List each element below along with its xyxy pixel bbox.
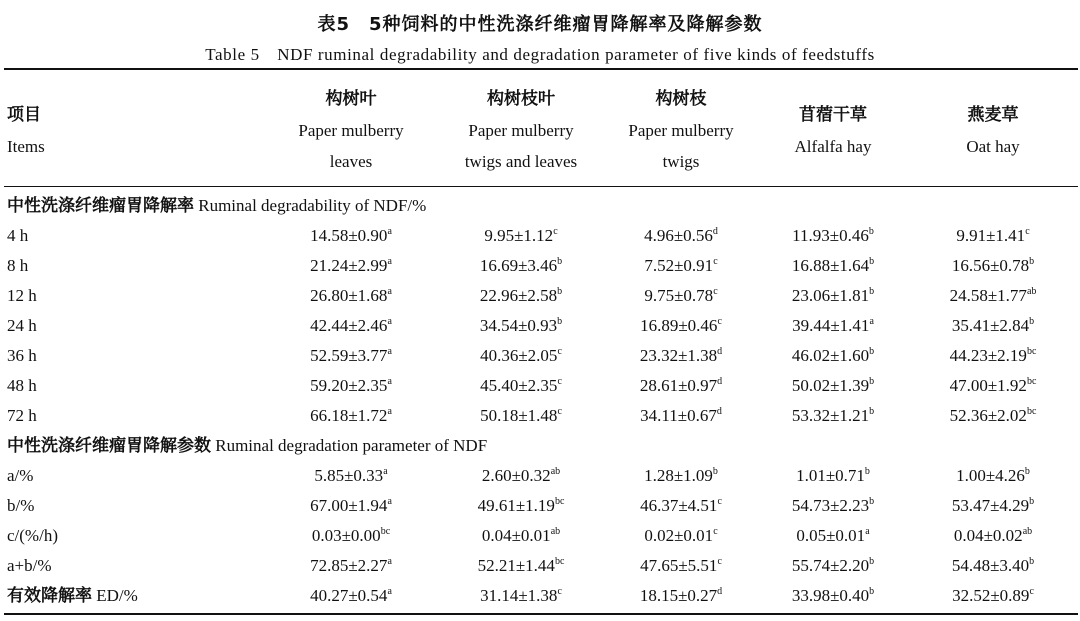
cell-value: 24.58±1.77 bbox=[949, 286, 1027, 305]
cell-superscript: a bbox=[387, 376, 392, 387]
cell-value: 67.00±1.94 bbox=[310, 496, 388, 515]
cell-value: 16.56±0.78 bbox=[951, 256, 1030, 275]
cell-superscript: b bbox=[1029, 316, 1035, 327]
header-col-1-en2: leaves bbox=[329, 152, 373, 171]
table-cell bbox=[446, 281, 596, 311]
cell-value: 9.91±1.41 bbox=[956, 226, 1026, 245]
cell-superscript: d bbox=[717, 586, 723, 597]
table-cell bbox=[918, 581, 1068, 611]
cell-superscript: c bbox=[717, 556, 722, 567]
header-col-2-cn: 构树枝叶 bbox=[487, 89, 555, 109]
cell-value: 1.28±1.09 bbox=[644, 466, 713, 485]
cell-value: 4.96±0.56 bbox=[644, 226, 713, 245]
cell-value: 9.95±1.12 bbox=[484, 226, 554, 245]
cell-value: 45.40±2.35 bbox=[480, 376, 558, 395]
cell-superscript: b bbox=[869, 496, 875, 507]
cell-superscript: c bbox=[1025, 226, 1030, 237]
header-col-2-en2: twigs and leaves bbox=[464, 152, 578, 171]
table-cell bbox=[918, 401, 1068, 431]
cell-value: 16.88±1.64 bbox=[791, 256, 870, 275]
header-items bbox=[7, 100, 45, 162]
cell-superscript: c bbox=[713, 286, 718, 297]
cell-value: 9.75±0.78 bbox=[644, 286, 714, 305]
table-cell bbox=[606, 281, 756, 311]
cell-value: 53.32±1.21 bbox=[791, 406, 870, 425]
cell-value: 23.32±1.38 bbox=[639, 346, 718, 365]
cell-superscript: bc bbox=[1026, 376, 1037, 387]
table-cell bbox=[758, 401, 908, 431]
cell-superscript: b bbox=[557, 316, 563, 327]
header-col-1 bbox=[276, 84, 426, 177]
row-label: b/% bbox=[7, 496, 35, 515]
table-cell bbox=[606, 341, 756, 371]
cell-superscript: b bbox=[557, 256, 563, 267]
row-label: 4 h bbox=[7, 226, 29, 245]
table-cell bbox=[276, 491, 426, 521]
table-cell bbox=[918, 311, 1068, 341]
cell-value: 46.02±1.60 bbox=[791, 346, 870, 365]
cell-superscript: c bbox=[557, 586, 562, 597]
table-cell bbox=[758, 521, 908, 551]
cell-superscript: b bbox=[869, 256, 875, 267]
cell-value: 44.23±2.19 bbox=[949, 346, 1027, 365]
table-cell bbox=[606, 221, 756, 251]
header-col-3-en1: Paper mulberry bbox=[628, 121, 734, 140]
cell-value: 50.18±1.48 bbox=[480, 406, 558, 425]
table-row bbox=[0, 311, 1080, 341]
cell-superscript: a bbox=[865, 526, 870, 537]
table-cell bbox=[758, 461, 908, 491]
ed-row-label-cn: 有效降解率 bbox=[7, 586, 92, 606]
table-cell bbox=[446, 521, 596, 551]
table-row bbox=[0, 341, 1080, 371]
section-parameters bbox=[7, 431, 487, 461]
table-title-en: Table 5 NDF ruminal degradability and degradation parameter of five kinds of feedstuffs bbox=[205, 45, 875, 64]
table-cell bbox=[606, 311, 756, 341]
cell-superscript: c bbox=[557, 346, 562, 357]
cell-value: 0.02±0.01 bbox=[644, 526, 714, 545]
row-label: 36 h bbox=[7, 346, 37, 365]
table-cell bbox=[918, 251, 1068, 281]
table-cell bbox=[276, 371, 426, 401]
table-cell bbox=[918, 551, 1068, 581]
section-degradability-en: Ruminal degradability of NDF/% bbox=[198, 196, 427, 215]
table-cell bbox=[446, 311, 596, 341]
cell-value: 28.61±0.97 bbox=[639, 376, 718, 395]
cell-superscript: b bbox=[1029, 256, 1035, 267]
table-cell bbox=[758, 281, 908, 311]
cell-value: 7.52±0.91 bbox=[644, 256, 714, 275]
row-label: 24 h bbox=[7, 316, 37, 335]
cell-superscript: a bbox=[387, 406, 392, 417]
cell-superscript: b bbox=[557, 286, 563, 297]
table-cell bbox=[606, 251, 756, 281]
cell-superscript: b bbox=[1029, 496, 1035, 507]
table-row bbox=[0, 371, 1080, 401]
table-cell bbox=[758, 341, 908, 371]
header-col-2-en1: Paper mulberry bbox=[468, 121, 574, 140]
cell-superscript: ab bbox=[1022, 526, 1033, 537]
cell-value: 34.54±0.93 bbox=[479, 316, 558, 335]
cell-superscript: b bbox=[869, 286, 875, 297]
row-label: a+b/% bbox=[7, 556, 52, 575]
cell-value: 21.24±2.99 bbox=[310, 256, 388, 275]
cell-value: 18.15±0.27 bbox=[639, 586, 718, 605]
cell-superscript: bc bbox=[554, 556, 565, 567]
section-degradability-cn: 中性洗涤纤维瘤胃降解率 bbox=[7, 196, 194, 216]
cell-superscript: c bbox=[717, 496, 722, 507]
table-cell bbox=[446, 581, 596, 611]
cell-value: 1.01±0.71 bbox=[796, 466, 865, 485]
cell-value: 54.73±2.23 bbox=[791, 496, 870, 515]
table-row bbox=[0, 251, 1080, 281]
table-cell bbox=[606, 551, 756, 581]
cell-superscript: b bbox=[1024, 466, 1030, 477]
table-cell bbox=[758, 581, 908, 611]
cell-value: 52.59±3.77 bbox=[310, 346, 388, 365]
cell-superscript: bc bbox=[1026, 406, 1037, 417]
cell-value: 53.47±4.29 bbox=[951, 496, 1030, 515]
header-col-1-cn: 构树叶 bbox=[325, 89, 377, 109]
header-col-5 bbox=[918, 100, 1068, 162]
cell-superscript: a bbox=[387, 496, 392, 507]
cell-value: 54.48±3.40 bbox=[951, 556, 1030, 575]
cell-value: 50.02±1.39 bbox=[791, 376, 870, 395]
cell-value: 0.04±0.01 bbox=[481, 526, 551, 545]
cell-value: 42.44±2.46 bbox=[310, 316, 388, 335]
cell-superscript: a bbox=[383, 466, 388, 477]
cell-superscript: d bbox=[712, 226, 718, 237]
cell-superscript: b bbox=[864, 466, 870, 477]
table-cell bbox=[276, 461, 426, 491]
cell-superscript: ab bbox=[550, 466, 561, 477]
cell-superscript: c bbox=[717, 316, 722, 327]
table-cell bbox=[758, 551, 908, 581]
table-cell bbox=[918, 341, 1068, 371]
table-cell bbox=[758, 251, 908, 281]
cell-value: 22.96±2.58 bbox=[479, 286, 558, 305]
cell-value: 26.80±1.68 bbox=[310, 286, 388, 305]
cell-superscript: c bbox=[713, 256, 718, 267]
ed-row-label bbox=[7, 581, 138, 611]
table-cell bbox=[918, 461, 1068, 491]
table-cell bbox=[446, 341, 596, 371]
cell-value: 32.52±0.89 bbox=[952, 586, 1030, 605]
table-cell bbox=[918, 491, 1068, 521]
cell-superscript: c bbox=[557, 406, 562, 417]
cell-superscript: a bbox=[387, 586, 392, 597]
header-col-3 bbox=[606, 84, 756, 177]
header-col-4-cn: 苜蓿干草 bbox=[799, 105, 867, 125]
cell-superscript: b bbox=[869, 586, 875, 597]
table-cell bbox=[276, 581, 426, 611]
row-label: 48 h bbox=[7, 376, 37, 395]
cell-superscript: a bbox=[387, 556, 392, 567]
cell-superscript: bc bbox=[380, 526, 391, 537]
cell-value: 33.98±0.40 bbox=[791, 586, 870, 605]
header-col-4 bbox=[758, 100, 908, 162]
table-cell bbox=[758, 371, 908, 401]
cell-value: 46.37±4.51 bbox=[640, 496, 718, 515]
cell-value: 72.85±2.27 bbox=[310, 556, 388, 575]
cell-superscript: ab bbox=[1026, 286, 1037, 297]
table-cell bbox=[758, 491, 908, 521]
row-label: 72 h bbox=[7, 406, 37, 425]
table-cell bbox=[918, 221, 1068, 251]
cell-value: 66.18±1.72 bbox=[310, 406, 388, 425]
header-items-cn: 项目 bbox=[7, 105, 41, 125]
table-cell bbox=[918, 281, 1068, 311]
table-cell bbox=[606, 581, 756, 611]
header-rule bbox=[4, 186, 1078, 187]
table-row bbox=[0, 491, 1080, 521]
cell-superscript: d bbox=[717, 376, 723, 387]
table-cell bbox=[276, 311, 426, 341]
cell-value: 40.27±0.54 bbox=[310, 586, 388, 605]
cell-value: 47.00±1.92 bbox=[949, 376, 1027, 395]
cell-value: 23.06±1.81 bbox=[791, 286, 870, 305]
row-label: c/(%/h) bbox=[7, 526, 58, 545]
ed-row-label-en: ED/% bbox=[96, 586, 138, 605]
table-cell bbox=[276, 221, 426, 251]
cell-superscript: b bbox=[869, 346, 875, 357]
table-cell bbox=[276, 401, 426, 431]
cell-value: 39.44±1.41 bbox=[792, 316, 870, 335]
table-cell bbox=[276, 551, 426, 581]
cell-superscript: a bbox=[387, 346, 392, 357]
cell-value: 47.65±5.51 bbox=[640, 556, 718, 575]
table-cell bbox=[918, 521, 1068, 551]
cell-value: 52.36±2.02 bbox=[949, 406, 1027, 425]
cell-superscript: c bbox=[553, 226, 558, 237]
table-cell bbox=[446, 221, 596, 251]
table-row bbox=[0, 461, 1080, 491]
table-cell bbox=[446, 551, 596, 581]
cell-value: 52.21±1.44 bbox=[477, 556, 555, 575]
cell-superscript: b bbox=[869, 556, 875, 567]
section-parameters-en: Ruminal degradation parameter of NDF bbox=[215, 436, 488, 455]
table-row bbox=[0, 401, 1080, 431]
cell-superscript: c bbox=[557, 376, 562, 387]
cell-superscript: b bbox=[1029, 556, 1035, 567]
header-col-3-en2: twigs bbox=[662, 152, 700, 171]
table-cell bbox=[276, 251, 426, 281]
cell-superscript: a bbox=[387, 286, 392, 297]
table-row bbox=[0, 221, 1080, 251]
cell-superscript: b bbox=[869, 406, 875, 417]
cell-value: 34.11±0.67 bbox=[640, 406, 717, 425]
table-cell bbox=[606, 401, 756, 431]
table-cell bbox=[446, 401, 596, 431]
table-row bbox=[0, 551, 1080, 581]
cell-value: 2.60±0.32 bbox=[481, 466, 551, 485]
cell-value: 16.69±3.46 bbox=[479, 256, 558, 275]
header-col-5-cn: 燕麦草 bbox=[967, 105, 1019, 125]
table-cell bbox=[276, 281, 426, 311]
cell-superscript: b bbox=[869, 376, 875, 387]
cell-superscript: a bbox=[387, 256, 392, 267]
table-title-cn: 表5 5种饲料的中性洗涤纤维瘤胃降解率及降解参数 bbox=[317, 14, 763, 35]
cell-superscript: ab bbox=[550, 526, 561, 537]
row-label: 8 h bbox=[7, 256, 29, 275]
table-cell bbox=[446, 251, 596, 281]
cell-value: 40.36±2.05 bbox=[480, 346, 558, 365]
cell-superscript: b bbox=[868, 226, 874, 237]
table-cell bbox=[446, 461, 596, 491]
row-label: a/% bbox=[7, 466, 34, 485]
cell-superscript: bc bbox=[1026, 346, 1037, 357]
cell-superscript: a bbox=[387, 226, 392, 237]
table-cell bbox=[276, 341, 426, 371]
row-label: 12 h bbox=[7, 286, 37, 305]
section-parameters-cn: 中性洗涤纤维瘤胃降解参数 bbox=[7, 436, 211, 456]
table-row bbox=[0, 521, 1080, 551]
header-items-en: Items bbox=[7, 137, 45, 156]
cell-value: 11.93±0.46 bbox=[792, 226, 869, 245]
cell-superscript: b bbox=[712, 466, 718, 477]
cell-value: 0.05±0.01 bbox=[796, 526, 866, 545]
table-cell bbox=[758, 221, 908, 251]
cell-value: 14.58±0.90 bbox=[310, 226, 388, 245]
cell-value: 5.85±0.33 bbox=[314, 466, 384, 485]
cell-superscript: c bbox=[713, 526, 718, 537]
table-cell bbox=[606, 491, 756, 521]
cell-superscript: c bbox=[1029, 586, 1034, 597]
table-cell bbox=[446, 371, 596, 401]
cell-value: 1.00±4.26 bbox=[956, 466, 1025, 485]
cell-value: 55.74±2.20 bbox=[791, 556, 870, 575]
cell-superscript: a bbox=[387, 316, 392, 327]
table-cell bbox=[918, 371, 1068, 401]
cell-value: 35.41±2.84 bbox=[951, 316, 1030, 335]
header-col-5-en1: Oat hay bbox=[966, 137, 1020, 156]
header-col-2 bbox=[436, 84, 606, 177]
cell-value: 16.89±0.46 bbox=[640, 316, 718, 335]
header-col-1-en1: Paper mulberry bbox=[298, 121, 404, 140]
cell-value: 31.14±1.38 bbox=[480, 586, 558, 605]
section-degradability bbox=[7, 191, 426, 221]
table-cell bbox=[446, 491, 596, 521]
top-rule bbox=[4, 68, 1078, 70]
header-col-3-cn: 构树枝 bbox=[655, 89, 707, 109]
ed-row bbox=[0, 581, 1080, 611]
cell-value: 0.04±0.02 bbox=[953, 526, 1023, 545]
header-col-4-en1: Alfalfa hay bbox=[794, 137, 872, 156]
table-cell bbox=[606, 521, 756, 551]
table-cell bbox=[606, 371, 756, 401]
cell-superscript: d bbox=[717, 346, 723, 357]
table-cell bbox=[758, 311, 908, 341]
table-cell bbox=[276, 521, 426, 551]
cell-superscript: bc bbox=[554, 496, 565, 507]
bottom-rule bbox=[4, 613, 1078, 615]
cell-superscript: a bbox=[869, 316, 874, 327]
cell-value: 0.03±0.00 bbox=[311, 526, 381, 545]
cell-value: 59.20±2.35 bbox=[310, 376, 388, 395]
cell-value: 49.61±1.19 bbox=[477, 496, 555, 515]
table-cell bbox=[606, 461, 756, 491]
table-row bbox=[0, 281, 1080, 311]
cell-superscript: d bbox=[716, 406, 722, 417]
